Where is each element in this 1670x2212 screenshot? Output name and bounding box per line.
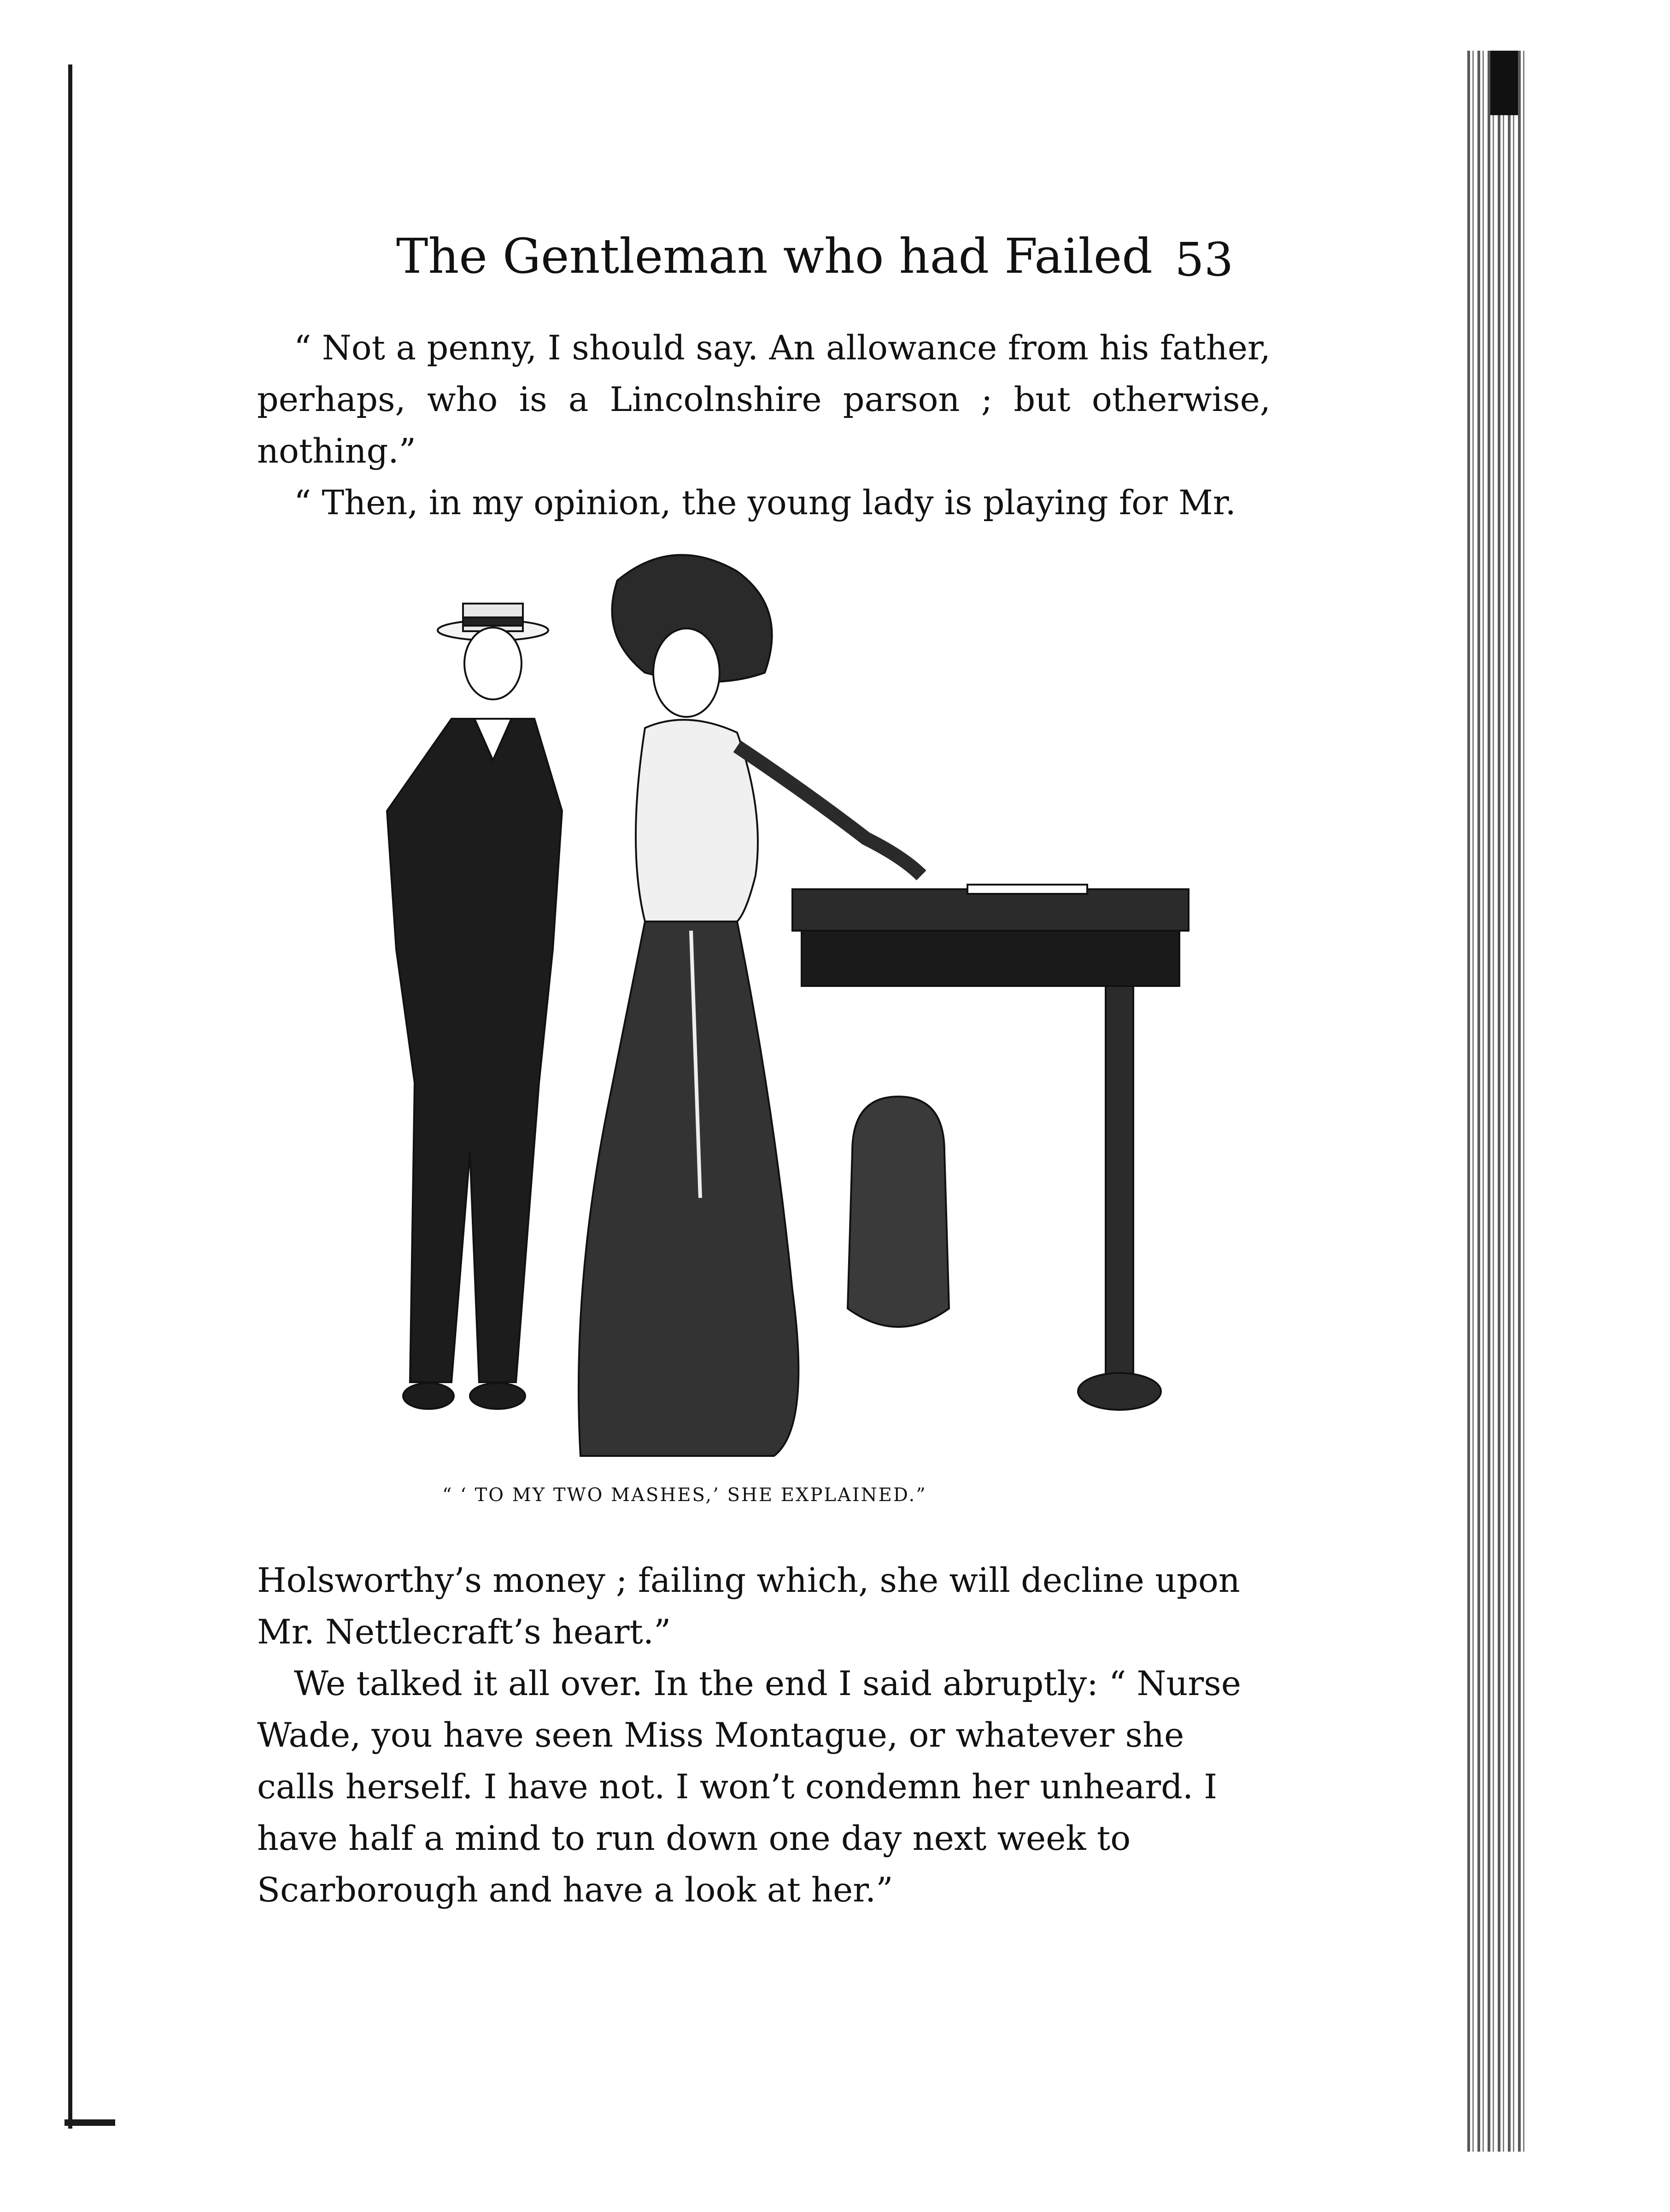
paragraph: “ Then, in my opinion, the young lady is playing for Mr.: [294, 483, 1236, 522]
upper-text-block: [257, 323, 1271, 529]
table: [792, 885, 1189, 1410]
right-edge-dark-block: [1490, 51, 1518, 115]
left-binding-foot: [64, 2119, 115, 2126]
page-number: 53: [1175, 233, 1234, 287]
paragraph: “ Not a penny, I should say. An allowance from his father, perhaps, who is a Lincolnshire parson ; but otherwise, nothing.”: [257, 329, 1271, 471]
running-title: The Gentleman who had Failed: [396, 228, 1153, 284]
paragraph: We talked it all over. In the end I said abruptly: “ Nurse Wade, you have seen Miss Montague, or whatever she calls herself. I have not. I won’t condemn her unheard. I have half a mind to run down one day next week to Scarborough and have a look at her.”: [257, 1664, 1241, 1910]
left-binding-edge: [68, 65, 72, 2129]
right-page-edge-scan-artifact: [1467, 51, 1527, 2152]
paragraph: Holsworthy’s money ; failing which, she will decline upon Mr. Nettlecraft’s heart.”: [257, 1561, 1240, 1652]
running-header: [396, 228, 1272, 293]
gentleman-figure: [387, 604, 562, 1409]
lower-text-block: [257, 1555, 1271, 1916]
illustration-caption: “ ‘ TO MY TWO MASHES,’ SHE EXPLAINED.”: [442, 1484, 927, 1506]
illustration-gentleman-and-lady-at-table: [322, 553, 1198, 1474]
